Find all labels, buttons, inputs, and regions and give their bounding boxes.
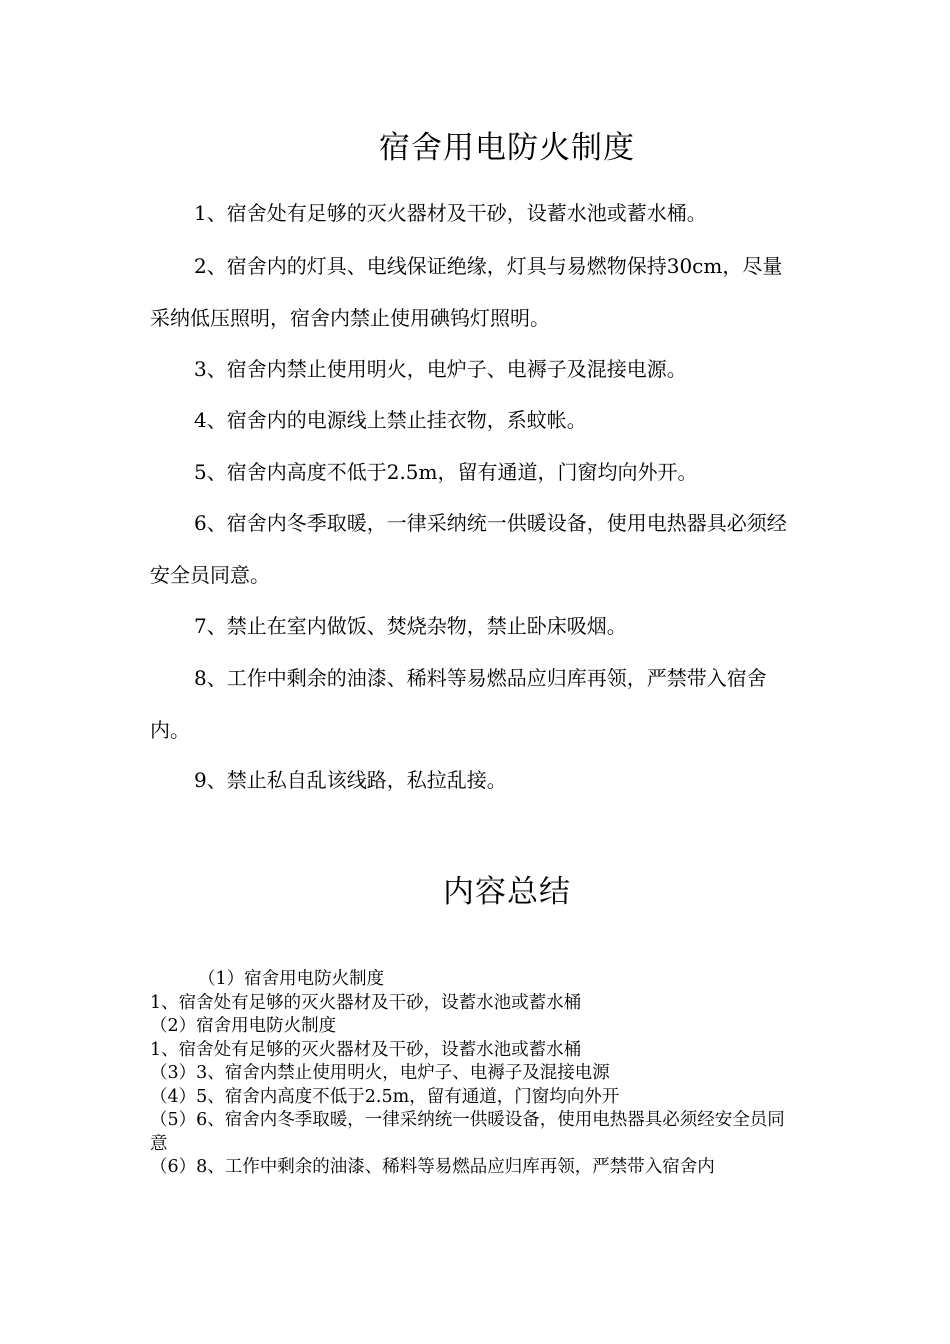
summary-line: （6）8、工作中剩余的油漆、稀料等易燃品应归库再领，严禁带入宿舍内	[150, 1157, 715, 1177]
rule-item: 6、宿舍内冬季取暖，一律采纳统一供暖设备，使用电热器具必须经安全员同意。	[150, 511, 787, 587]
summary-list	[150, 968, 800, 1180]
summary-line: 1、宿舍处有足够的灭火器材及干砂，设蓄水池或蓄水桶	[150, 992, 582, 1013]
summary-title: 内容总结	[443, 874, 571, 910]
document-title: 宿舍用电防火制度	[379, 130, 635, 166]
summary-line: （4）5、宿舍内高度不低于2.5m，留有通道，门窗均向外开	[150, 1086, 620, 1107]
rule-item: 7、禁止在室内做饭、焚烧杂物，禁止卧床吸烟。	[194, 614, 627, 638]
rule-item: 4、宿舍内的电源线上禁止挂衣物，系蚊帐。	[194, 408, 587, 432]
summary-line: （5）6、宿舍内冬季取暖，一律采纳统一供暖设备，使用电热器具必须经安全员同意	[150, 1110, 785, 1154]
rule-item: 5、宿舍内高度不低于2.5m，留有通道，门窗均向外开。	[194, 460, 698, 484]
rule-item: 8、工作中剩余的油漆、稀料等易燃品应归库再领，严禁带入宿舍内。	[150, 666, 767, 742]
summary-line: 1、宿舍处有足够的灭火器材及干砂，设蓄水池或蓄水桶	[150, 1039, 582, 1060]
rule-item: 3、宿舍内禁止使用明火，电炉子、电褥子及混接电源。	[194, 357, 687, 381]
rule-item: 9、禁止私自乱该线路，私拉乱接。	[194, 768, 507, 792]
summary-line: （2）宿舍用电防火制度	[150, 1016, 337, 1036]
rule-item: 2、宿舍内的灯具、电线保证绝缘，灯具与易燃物保持30cm，尽量采纳低压照明，宿舍内禁止使用碘钨灯照明。	[150, 254, 783, 330]
summary-line: （3）3、宿舍内禁止使用明火，电炉子、电褥子及混接电源	[150, 1063, 610, 1083]
rule-item: 1、宿舍处有足够的灭火器材及干砂，设蓄水池或蓄水桶。	[194, 201, 707, 225]
summary-line: （1）宿舍用电防火制度	[198, 969, 385, 989]
